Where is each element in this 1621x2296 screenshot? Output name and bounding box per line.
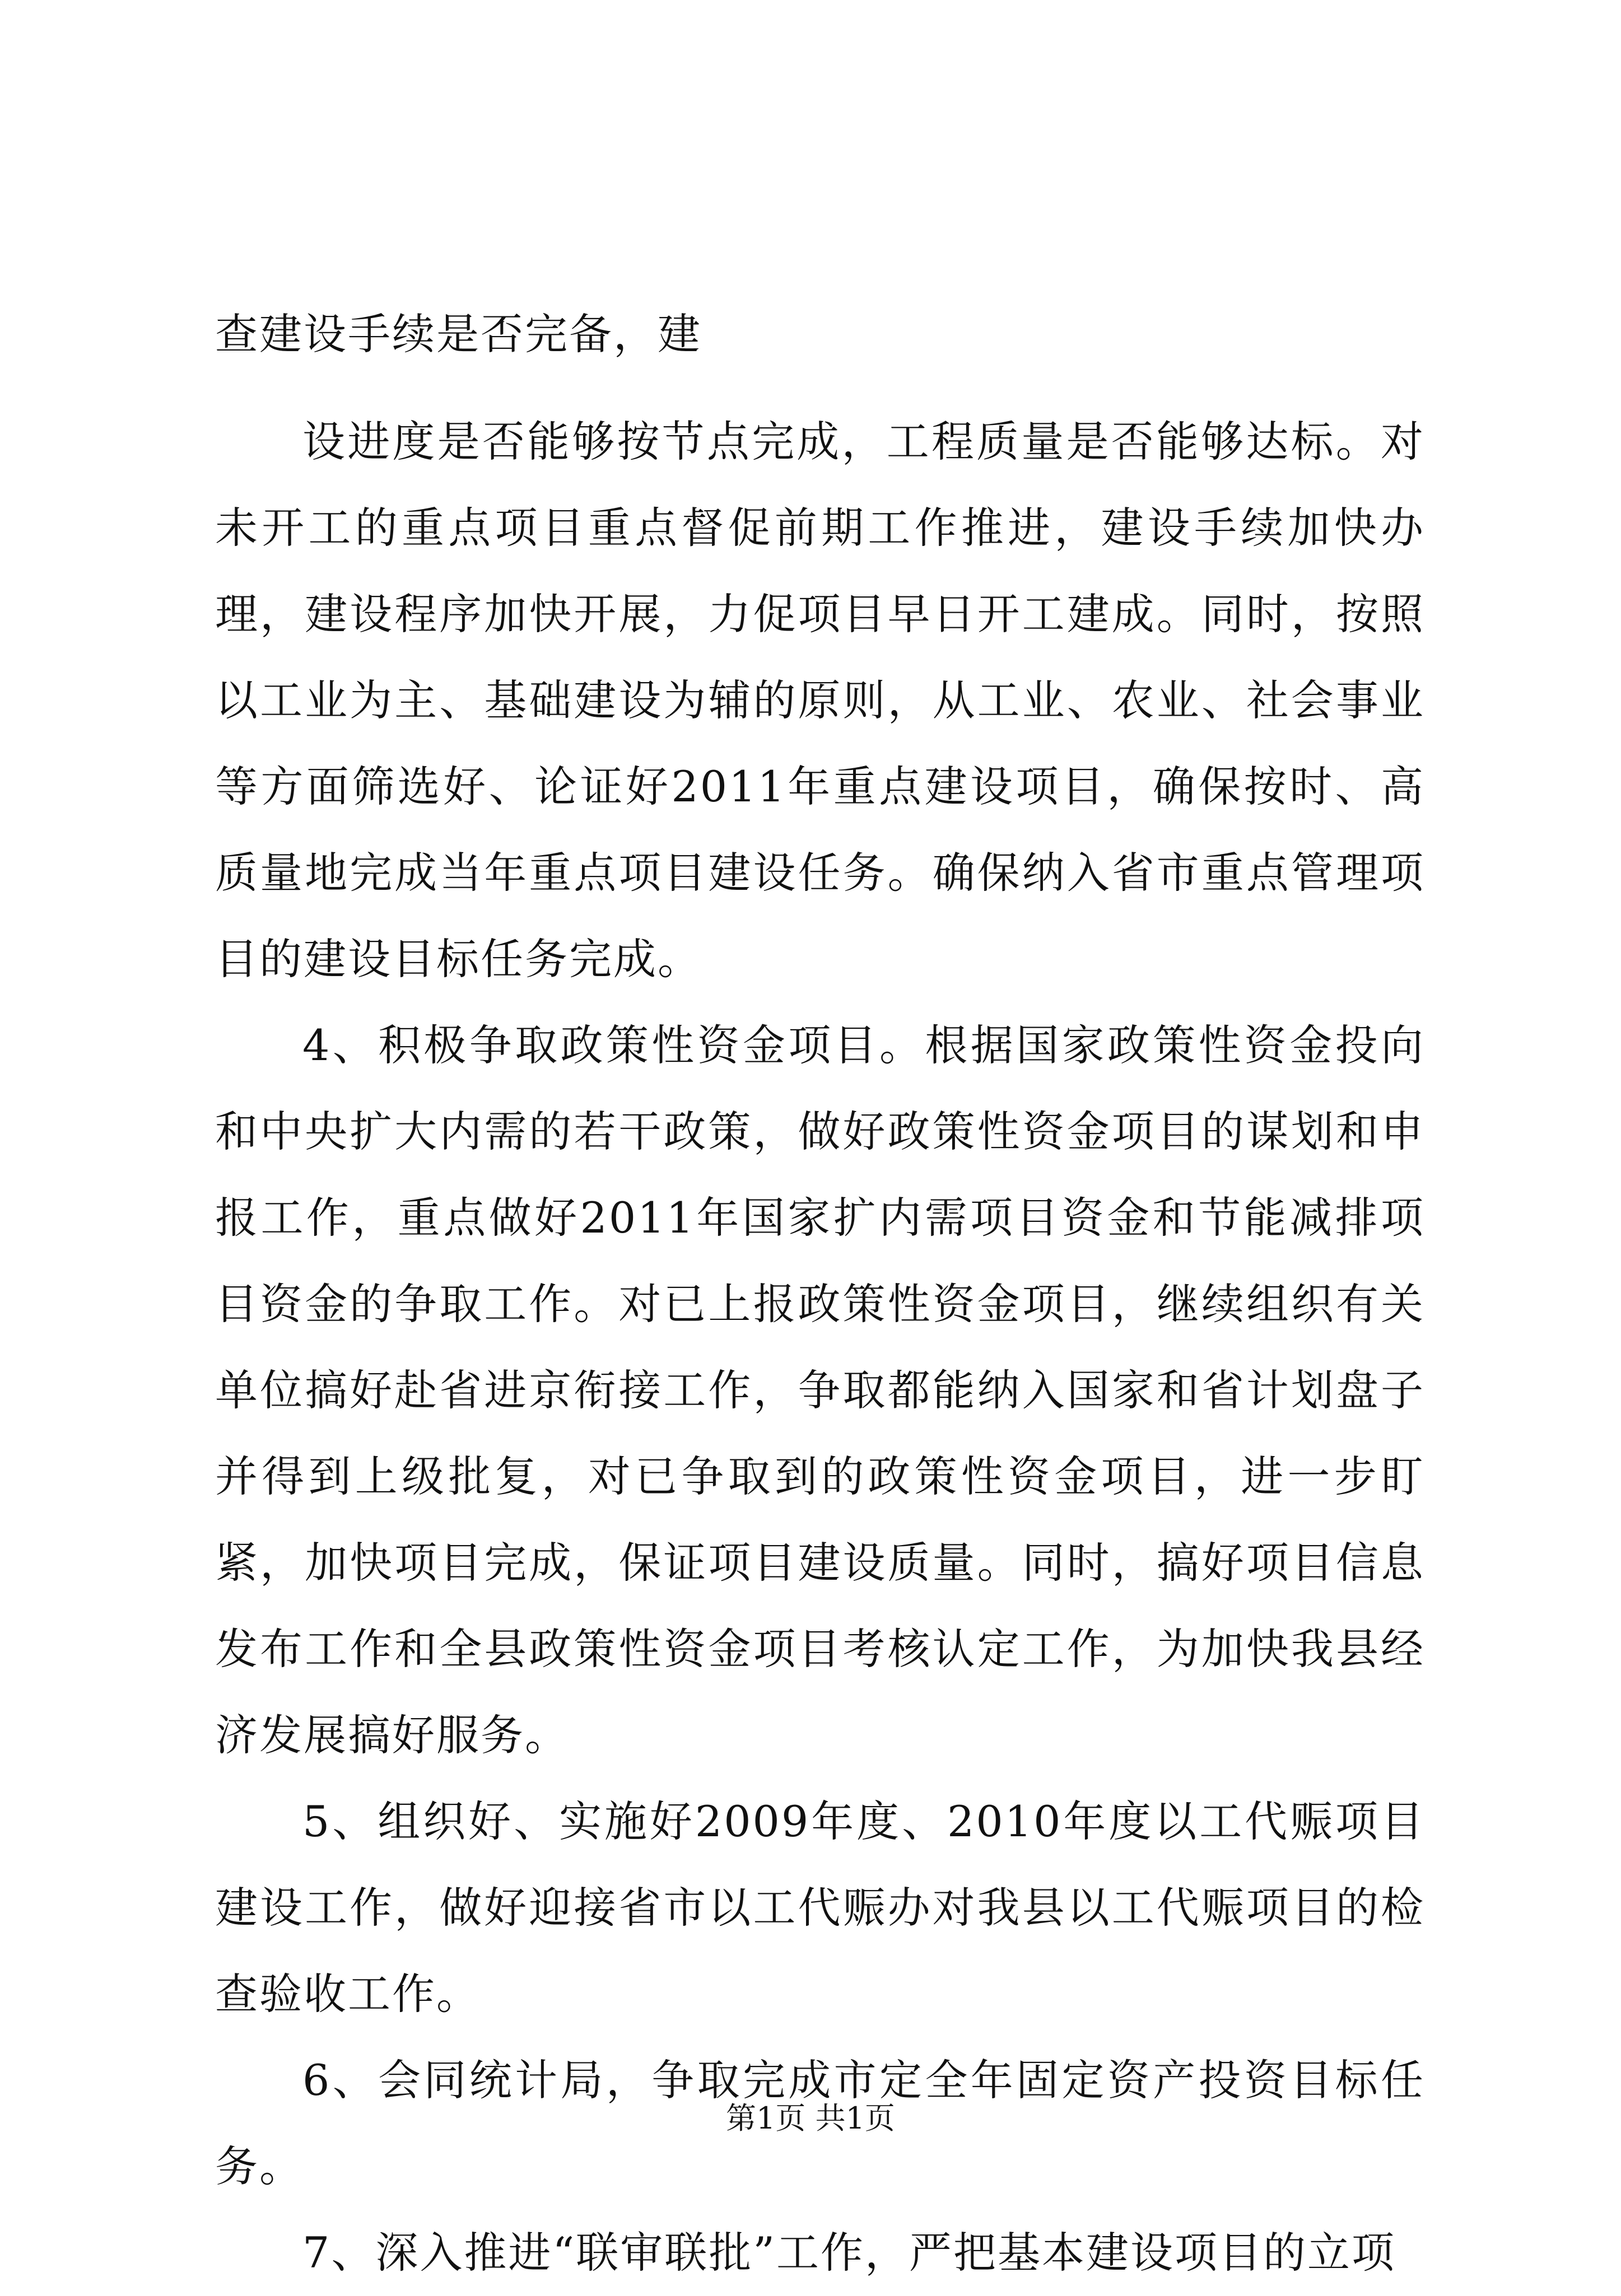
document-body (215, 291, 1425, 2296)
paragraph-item-7: 7、深入推进“联审联批”工作，严把基本建设项目的立项 (302, 2228, 1396, 2278)
paragraph-project-progress: 设进度是否能够按节点完成，工程质量是否能够达标。对未开工的重点项目重点督促前期工作推进，建设手续加快办理，建设程序加快开展，力促项目早日开工建成。同时，按照以工业为主、基础建设为辅的原则，从工业、农业、社会事业等方面筛选好、论证好2011年重点建设项目，确保按时、高质量地完成当年重点项目建设任务。确保纳入省市重点管理项目的建设目标任务完成。 (215, 417, 1425, 984)
paragraph-continuation: 查建设手续是否完备，建 (215, 309, 702, 359)
paragraph-item-6: 6、会同统计局，争取完成市定全年固定资产投资目标任务。 (215, 2055, 1425, 2191)
page-number-label: 第1页 共1页 (726, 2101, 895, 2136)
paragraph-item-4: 4、积极争取政策性资金项目。根据国家政策性资金投向和中央扩大内需的若干政策，做好政策性资金项目的谋划和申报工作，重点做好2011年国家扩内需项目资金和节能减排项目资金的争取工作。对已上报政策性资金项目，继续组织有关单位搞好赴省进京衔接工作，争取都能纳入国家和省计划盘子并得到上级批复，对已争取到的政策性资金项目，进一步盯紧，加快项目完成，保证项目建设质量。同时，搞好项目信息发布工作和全县政策性资金项目考核认定工作，为加快我县经济发展搞好服务。 (215, 1020, 1425, 1760)
page-footer (0, 2099, 1621, 2138)
paragraph-item-5: 5、组织好、实施好2009年度、2010年度以工代赈项目建设工作，做好迎接省市以工代赈办对我县以工代赈项目的检查验收工作。 (215, 1796, 1425, 2019)
